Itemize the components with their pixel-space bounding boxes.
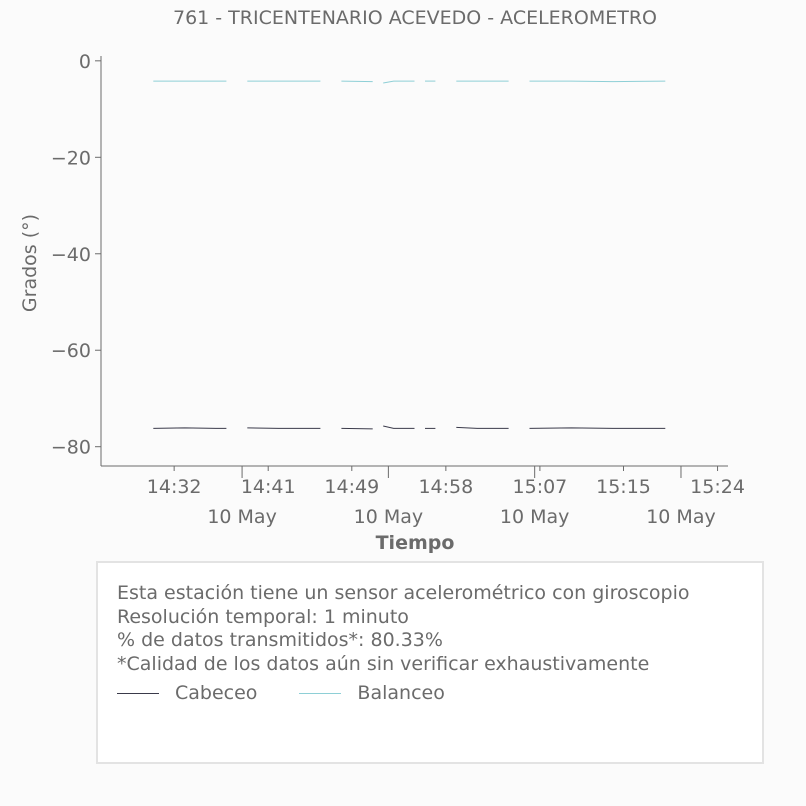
x-date-label: 10 May	[646, 506, 716, 528]
x-tick-label: 14:58	[418, 476, 474, 498]
chart-title: 761 - TRICENTENARIO ACEVEDO - ACELEROMETRO	[172, 7, 658, 29]
x-tick-label: 15:07	[512, 476, 568, 498]
series-line-cabeceo	[247, 428, 320, 429]
legend-label-cabeceo: Cabeceo	[175, 682, 258, 704]
info-line-quality-note: *Calidad de los datos aún sin verificar exhaustivamente	[117, 652, 650, 675]
legend-item-balanceo	[299, 682, 444, 704]
series-line-cabeceo	[153, 428, 226, 429]
series-line-cabeceo	[456, 427, 508, 428]
info-line-resolution: Resolución temporal: 1 minuto	[117, 605, 409, 628]
x-tick-label: 15:15	[596, 476, 651, 498]
info-line-data-percent: % de datos transmitidos*: 80.33%	[117, 629, 443, 651]
series-line-cabeceo	[530, 428, 666, 429]
series-line-cabeceo	[383, 426, 414, 428]
y-tick-label: −40	[50, 243, 91, 266]
series-line-balanceo	[341, 81, 372, 82]
legend-label-balanceo: Balanceo	[357, 682, 445, 704]
y-tick-label: −60	[50, 340, 91, 363]
x-tick-label: 14:49	[324, 476, 380, 498]
y-tick-label: 0	[78, 50, 91, 73]
y-tick-label: −80	[50, 436, 91, 459]
x-tick-label: 14:32	[146, 476, 202, 498]
x-date-label: 10 May	[499, 506, 570, 528]
x-tick-label: 15:24	[690, 476, 745, 498]
series-line-cabeceo	[341, 428, 372, 429]
legend-item-cabeceo	[117, 682, 257, 704]
x-date-label: 10 May	[207, 506, 277, 528]
series-line-balanceo	[383, 81, 414, 83]
legend-swatch-cabeceo	[117, 693, 159, 694]
series-line-balanceo	[530, 81, 666, 82]
x-axis-label: Tiempo	[375, 532, 455, 554]
info-line-sensor: Esta estación tiene un sensor acelerométrico con giroscopio	[117, 582, 690, 604]
info-box	[96, 561, 764, 764]
legend	[117, 682, 487, 704]
legend-swatch-balanceo	[299, 693, 341, 694]
x-date-label: 10 May	[353, 506, 424, 528]
y-axis-label: Grados (°)	[19, 213, 41, 313]
x-tick-label: 14:41	[240, 476, 296, 498]
info-text	[117, 582, 690, 676]
y-tick-label: −20	[50, 147, 91, 170]
